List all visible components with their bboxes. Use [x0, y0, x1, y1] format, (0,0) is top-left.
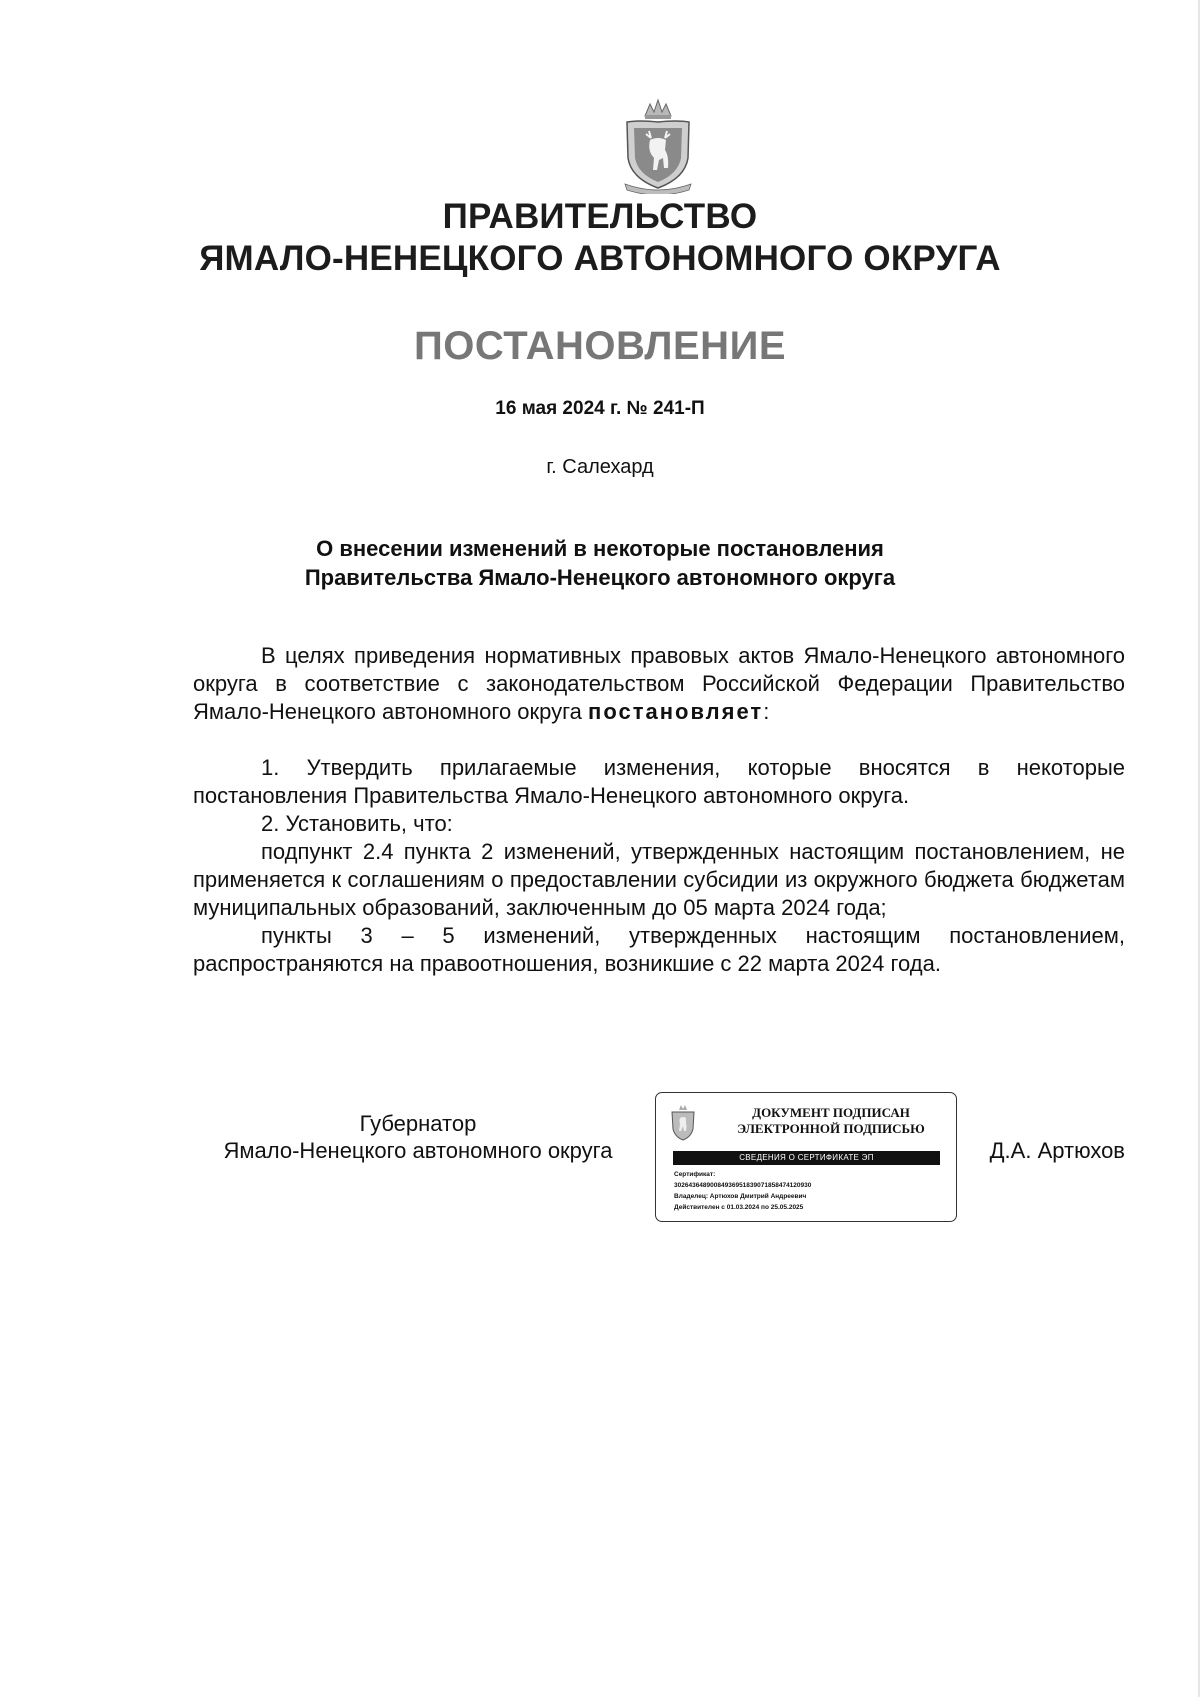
signer-position-line1: Губернатор [359, 1111, 477, 1136]
subject-line1: О внесении изменений в некоторые постановления [316, 536, 884, 561]
preamble-text: В целях приведения нормативных правовых актов Ямало-Ненецкого автономного округа в соответствие с законодательством Российской Федерации Правительство Ямало-Ненецкого автономного округа [193, 643, 1125, 724]
document-subject [0, 534, 1200, 592]
document-type: ПОСТАНОВЛЕНИЕ [413, 324, 786, 368]
yamal-nenets-coat-of-arms-icon [621, 98, 695, 194]
preamble-paragraph [193, 642, 1125, 726]
certificate-number: 30264364890084936951839071858474120930 [674, 1182, 812, 1189]
item-2-subitem-1: подпункт 2.4 пункта 2 изменений, утвержденных настоящим постановлением, не применяется к соглашениям о предоставлении субсидии из окружного бюджета бюджетам муниципальных образований, заключенным до 05 марта 2024 года; [193, 839, 1125, 920]
electronic-signature-stamp [655, 1092, 957, 1222]
document-body [193, 642, 1125, 978]
preamble-end: : [763, 699, 770, 724]
stamp-title-line2: ЭЛЕКТРОННОЙ ПОДПИСЬЮ [737, 1121, 925, 1136]
certificate-label: Сертификат: [674, 1171, 716, 1178]
document-city: г. Салехард [546, 456, 654, 478]
certificate-info-band: СВЕДЕНИЯ О СЕРТИФИКАТЕ ЭП [673, 1151, 940, 1165]
item-1: 1. Утвердить прилагаемые изменения, которые вносятся в некоторые постановления Правительства Ямало-Ненецкого автономного округа. [193, 755, 1125, 808]
signer-position [193, 1110, 643, 1164]
coat-of-arms-icon [670, 1103, 696, 1143]
stamp-title-line1: ДОКУМЕНТ ПОДПИСАН [752, 1105, 910, 1120]
certificate-validity: Действителен с 01.03.2024 по 25.05.2025 [674, 1204, 804, 1211]
signer-name: Д.А. Артюхов [989, 1138, 1125, 1163]
resolves-keyword: постановляет [588, 699, 764, 724]
government-name [0, 196, 1200, 280]
certificate-owner: Владелец: Артюхов Дмитрий Андреевич [674, 1193, 807, 1200]
stamp-title [716, 1105, 946, 1137]
item-2-subitem-2: пункты 3 – 5 изменений, утвержденных настоящим постановлением, распространяются на правоотношения, возникшие с 22 марта 2024 года. [193, 923, 1125, 976]
item-2: 2. Установить, что: [261, 811, 453, 836]
subject-line2: Правительства Ямало-Ненецкого автономного округа [304, 565, 896, 590]
government-title-line1: ПРАВИТЕЛЬСТВО [442, 197, 758, 236]
government-title-line2: ЯМАЛО-НЕНЕЦКОГО АВТОНОМНОГО ОКРУГА [199, 239, 1001, 278]
certificate-details [674, 1169, 944, 1213]
document-date-number: 16 мая 2024 г. № 241-П [495, 398, 705, 419]
signer-position-line2: Ямало-Ненецкого автономного округа [223, 1138, 613, 1163]
